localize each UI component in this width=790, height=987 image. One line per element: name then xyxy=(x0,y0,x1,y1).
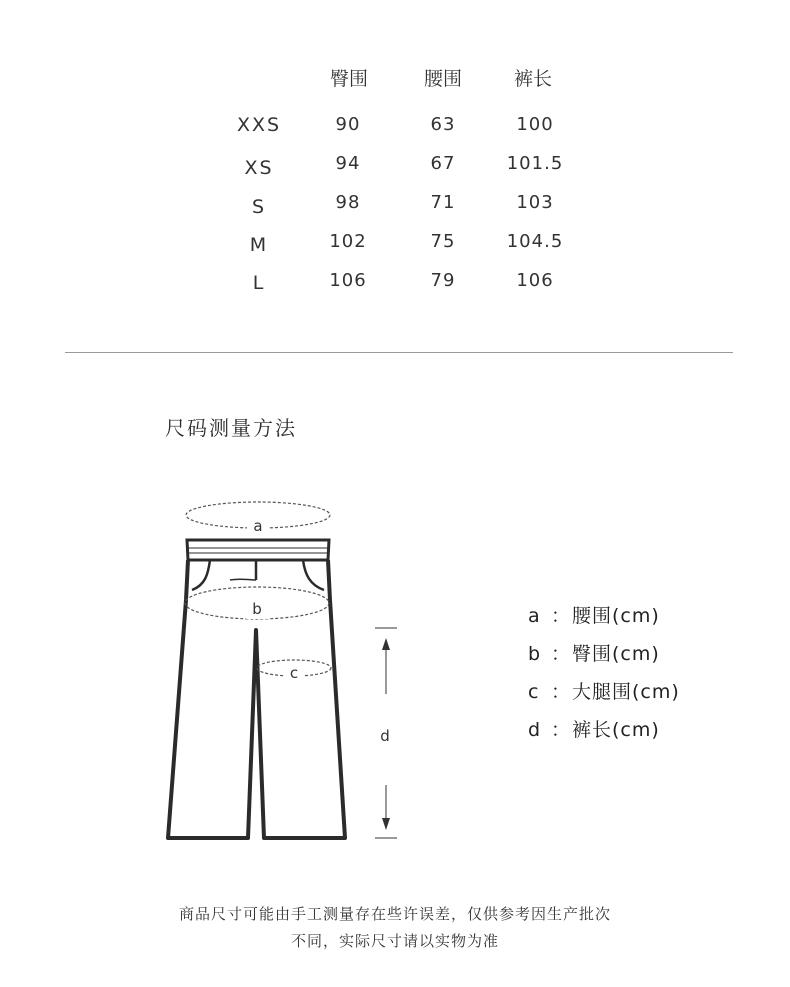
legend-key: d xyxy=(528,719,542,741)
legend-item-d xyxy=(528,715,660,742)
label-a: a xyxy=(253,517,263,535)
size-label: XXS xyxy=(236,114,282,136)
legend-key: b xyxy=(528,643,542,665)
label-c: c xyxy=(289,664,299,682)
table-cell: 100 xyxy=(516,114,554,135)
size-label: L xyxy=(252,272,266,294)
label-b: b xyxy=(252,600,262,618)
legend-label: 腰围(cm) xyxy=(572,605,660,627)
legend-colon: ： xyxy=(550,681,571,703)
arrow-up-icon xyxy=(382,638,390,650)
table-cell: 106 xyxy=(516,270,554,291)
table-cell: 90 xyxy=(335,114,361,135)
legend-item-c xyxy=(528,677,680,704)
note-line-2: 不同，实际尺寸请以实物为准 xyxy=(290,932,499,950)
table-cell: 63 xyxy=(430,114,456,135)
table-cell: 79 xyxy=(430,270,456,291)
waistband xyxy=(187,540,329,560)
table-cell: 94 xyxy=(335,153,361,174)
note-line-1: 商品尺寸可能由手工测量存在些许误差，仅供参考因生产批次 xyxy=(178,905,611,923)
legend-label: 臀围(cm) xyxy=(572,643,660,665)
table-cell: 102 xyxy=(329,231,367,252)
size-label: S xyxy=(251,196,267,218)
left-pocket xyxy=(192,560,210,590)
fly-curve xyxy=(230,579,256,580)
legend-colon: ： xyxy=(550,643,571,665)
legend-item-a xyxy=(528,601,660,628)
legend-label: 大腿围(cm) xyxy=(572,681,680,703)
label-d: d xyxy=(380,727,390,745)
table-cell: 71 xyxy=(430,192,456,213)
header-hip: 臀围 xyxy=(330,68,369,90)
size-label: M xyxy=(249,234,269,256)
legend-colon: ： xyxy=(550,719,571,741)
header-length: 裤长 xyxy=(514,68,553,90)
legend-colon: ： xyxy=(550,605,571,627)
table-cell: 98 xyxy=(335,192,361,213)
arrow-down-icon xyxy=(382,818,390,830)
table-cell: 101.5 xyxy=(506,153,564,174)
legend-label: 裤长(cm) xyxy=(572,719,660,741)
table-cell: 104.5 xyxy=(506,231,564,252)
size-label: XS xyxy=(244,157,274,179)
header-waist: 腰围 xyxy=(424,68,463,90)
table-cell: 67 xyxy=(430,153,456,174)
section-title: 尺码测量方法 xyxy=(165,416,297,440)
table-cell: 75 xyxy=(430,231,456,252)
legend-key: c xyxy=(528,681,540,703)
table-cell: 106 xyxy=(329,270,367,291)
legend-key: a xyxy=(528,605,541,627)
right-pocket xyxy=(303,560,324,590)
legend-item-b xyxy=(528,639,660,666)
table-cell: 103 xyxy=(516,192,554,213)
